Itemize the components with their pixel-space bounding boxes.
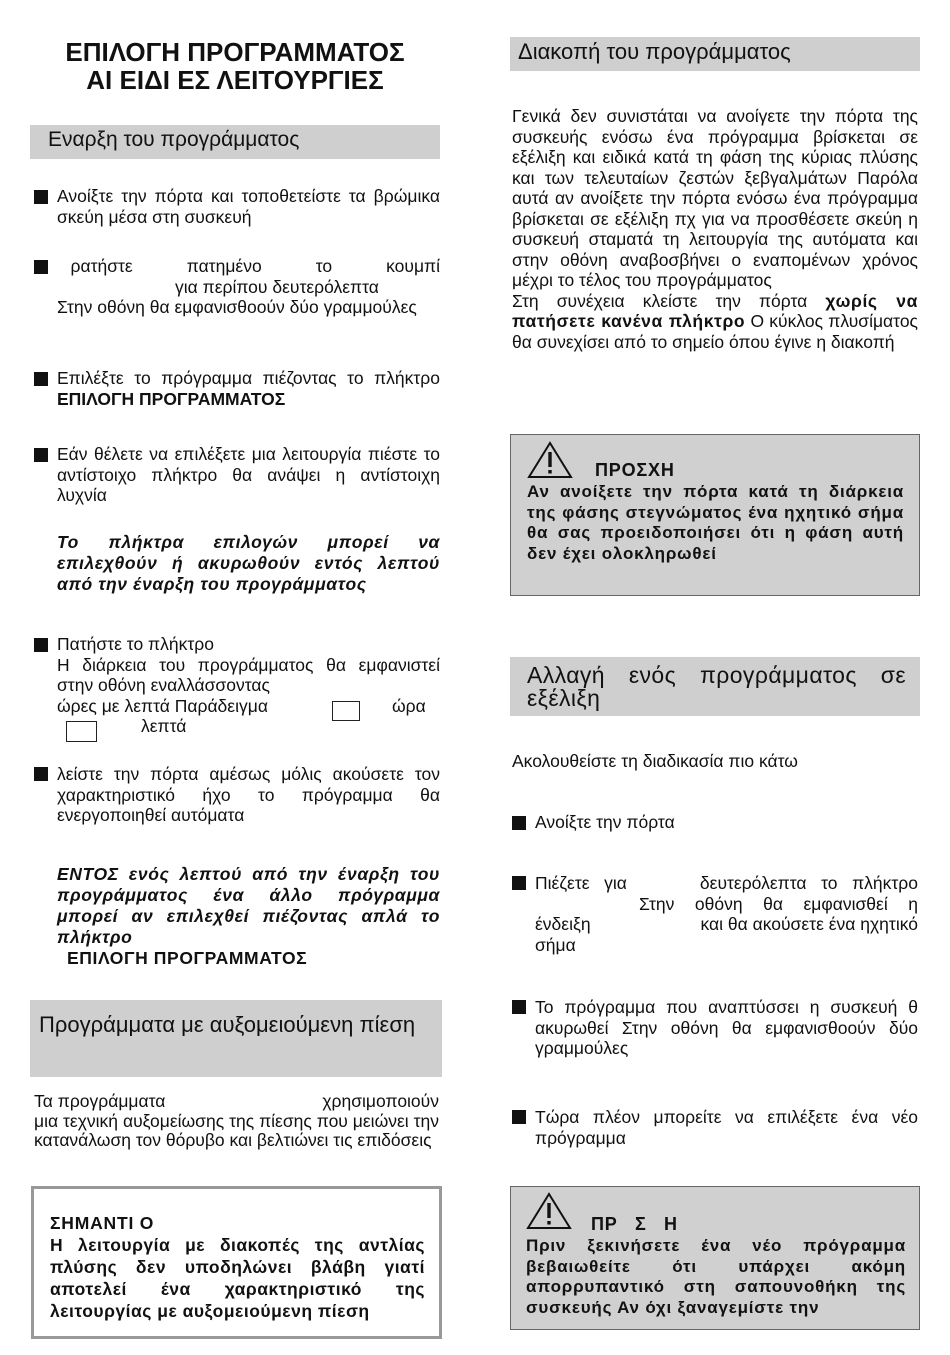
change-step-1: Ανοίξτε την πόρτα: [535, 812, 675, 832]
bullet-square-icon: [512, 876, 526, 890]
important-title: ΣΗΜΑΝΤΙ Ο: [50, 1213, 155, 1233]
warning1-text: Αν ανοίξετε την πόρτα κατά τη διάρκεια της φάσης στεγνώματος ένα ηχητικό σήμα θα σας προειδοποιήσει ότι η φάση αυτή δεν έχει ολοκληρωθεί: [527, 482, 904, 563]
warning1-title: ΠΡΟΣΧΗ: [595, 460, 675, 480]
important-box: [31, 1186, 442, 1339]
bullet-square-icon: [34, 448, 48, 462]
section-heading-change-program: Αλλαγή ενός προγράμματος σε εξέλιξη: [510, 657, 920, 716]
warning-triangle-icon: [526, 440, 574, 480]
warning-box-detergent: [510, 1186, 920, 1330]
start-step-2: ρατήστε πατημένο το κουμπί για περίπου δευτερόλεπτα Στην οθόνη θα εμφανισθοούν δύο γραμμούλες: [57, 256, 440, 317]
warning-box-door-drying: [510, 434, 920, 596]
change-within-minute-note: ΕΝΤΟΣ ενός λεπτού από την έναρξη του προγράμματος ένα άλλο πρόγραμμα μπορεί αν επιλεχθεί πιέζοντας απλά το πλήκτρο ΕΠΙΛΟΓΗ ΠΡΟΓΡΑΜΜΑΤΟΣ: [57, 864, 440, 968]
options-note: Το πλήκτρα επιλογών μπορεί να επιλεχθούν ή ακυρωθούν εντός λεπτού από την έναρξη του προγράμματος: [57, 532, 440, 594]
interrupt-text: Γενικά δεν συνιστάται να ανοίγετε την πόρτα της συσκευής ενόσω ένα πρόγραμμα βρίσκεται σε εξέλιξη και ειδικά κατά τη φάση της κύριας πλύσης και των τελευταίων ζεστών ξεβγαλμάτων Παρόλα αυτά αν ανοίξετε την πόρτα ενόσω ένα πρόγραμμα βρίσκεται σε εξέλιξη πχ για να προσθέσετε σκεύη η συσκευή σταματά τη λειτουργία της αυτόματα και στην οθόνη αναβοσβήνει ο εναπομένων χρόνος μέχρι το τέλος του προγράμματος Στη συνέχεια κλείστε την πόρτα χωρίς να πατήσετε κανένα πλήκτρο Ο κύκλος πλυσίματος θα συνεχίσει από το σημείο όπου έγινε η διακοπή: [512, 106, 918, 352]
display-minutes-box: [66, 721, 97, 742]
page-title: ΕΠΙΛΟΓΗ ΠΡΟΓΡΑΜΜΑΤΟΣ ΑΙ ΕΙΔΙ ΕΣ ΛΕΙΤΟΥΡΓΙΕΣ: [65, 37, 405, 95]
change-step-2: Πιέζετε για δευτερόλεπτα το πλήκτρο Στην οθόνη θα εμφανισθεί η ένδειξη και θα ακούσετε ένα ηχητικό σήμα: [535, 873, 918, 955]
bullet-square-icon: [34, 372, 48, 386]
start-step-3: Επιλέξτε το πρόγραμμα πιέζοντας το πλήκτρο ΕΠΙΛΟΓΗ ΠΡΟΓΡΑΜΜΑΤΟΣ: [57, 368, 440, 409]
change-step-4: Τώρα πλέον μπορείτε να επιλέξετε ένα νέο πρόγραμμα: [535, 1107, 918, 1148]
start-step-1: Ανοίξτε την πόρτα και τοποθετείστε τα βρώμικα σκεύη μέσα στη συσκευή: [57, 186, 440, 227]
section-heading-start: Εναρξη του προγράμματος: [30, 125, 440, 159]
warning-triangle-icon: [525, 1191, 573, 1231]
bullet-square-icon: [512, 1000, 526, 1014]
bullet-square-icon: [34, 638, 48, 652]
bullet-square-icon: [512, 816, 526, 830]
start-step-4: Εάν θέλετε να επιλέξετε μια λειτουργία πιέστε το αντίστοιχο πλήκτρο θα ανάψει η αντίστοιχη λυχνία: [57, 444, 440, 505]
section-heading-interrupt: Διακοπή του προγράμματος: [510, 37, 920, 71]
important-text: Η λειτουργία με διακοπές της αντλίας πλύσης δεν υποδηλώνει βλάβη γιατί αποτελεί ένα χαρακτηριστικό της λειτουργίας με αυξομειούμενη πίεση: [50, 1235, 425, 1321]
bullet-square-icon: [34, 190, 48, 204]
bullet-square-icon: [34, 767, 48, 781]
reduced-pressure-text: Τα προγράμματα χρησιμοποιούν μια τεχνική αυξομείωσης της πίεσης που μειώνει την κατανάλωση τον θόρυβο και βελτιώνει τις επιδόσεις: [34, 1091, 439, 1150]
bullet-square-icon: [512, 1110, 526, 1124]
display-hours-box: [332, 701, 360, 721]
warning2-text: Πριν ξεκινήσετε ένα νέο πρόγραμμα βεβαιωθείτε ότι υπάρχει ακόμη απορρυπαντικό στη σαπουνοθήκη της συσκευής Αν όχι ξαναγεμίστε την: [526, 1236, 906, 1317]
change-intro: Ακολουθείστε τη διαδικασία πιο κάτω: [512, 751, 798, 771]
start-step-5: Πατήστε το πλήκτρο Η διάρκεια του προγράμματος θα εμφανιστεί στην οθόνη εναλλάσσοντας ώρες με λεπτά Παράδειγμα ώρα λεπτά: [57, 634, 440, 736]
section-heading-reduced-pressure: Προγράμματα με αυξομειούμενη πίεση: [30, 1000, 442, 1077]
warning2-title: ΠΡ Σ Η: [591, 1214, 678, 1234]
program-select-key-label: ΕΠΙΛΟΓΗ ΠΡΟΓΡΑΜΜΑΤΟΣ: [57, 388, 286, 409]
change-step-3: Το πρόγραμμα που αναπτύσσει η συσκευή θ ακυρωθεί Στην οθόνη θα εμφανισθοούν δύο γραμμούλες: [535, 997, 918, 1058]
start-step-6: λείστε την πόρτα αμέσως μόλις ακούσετε τον χαρακτηριστικό ήχο το πρόγραμμα θα ενεργοποιηθεί αυτόματα: [57, 764, 440, 825]
bullet-square-icon: [34, 260, 48, 274]
